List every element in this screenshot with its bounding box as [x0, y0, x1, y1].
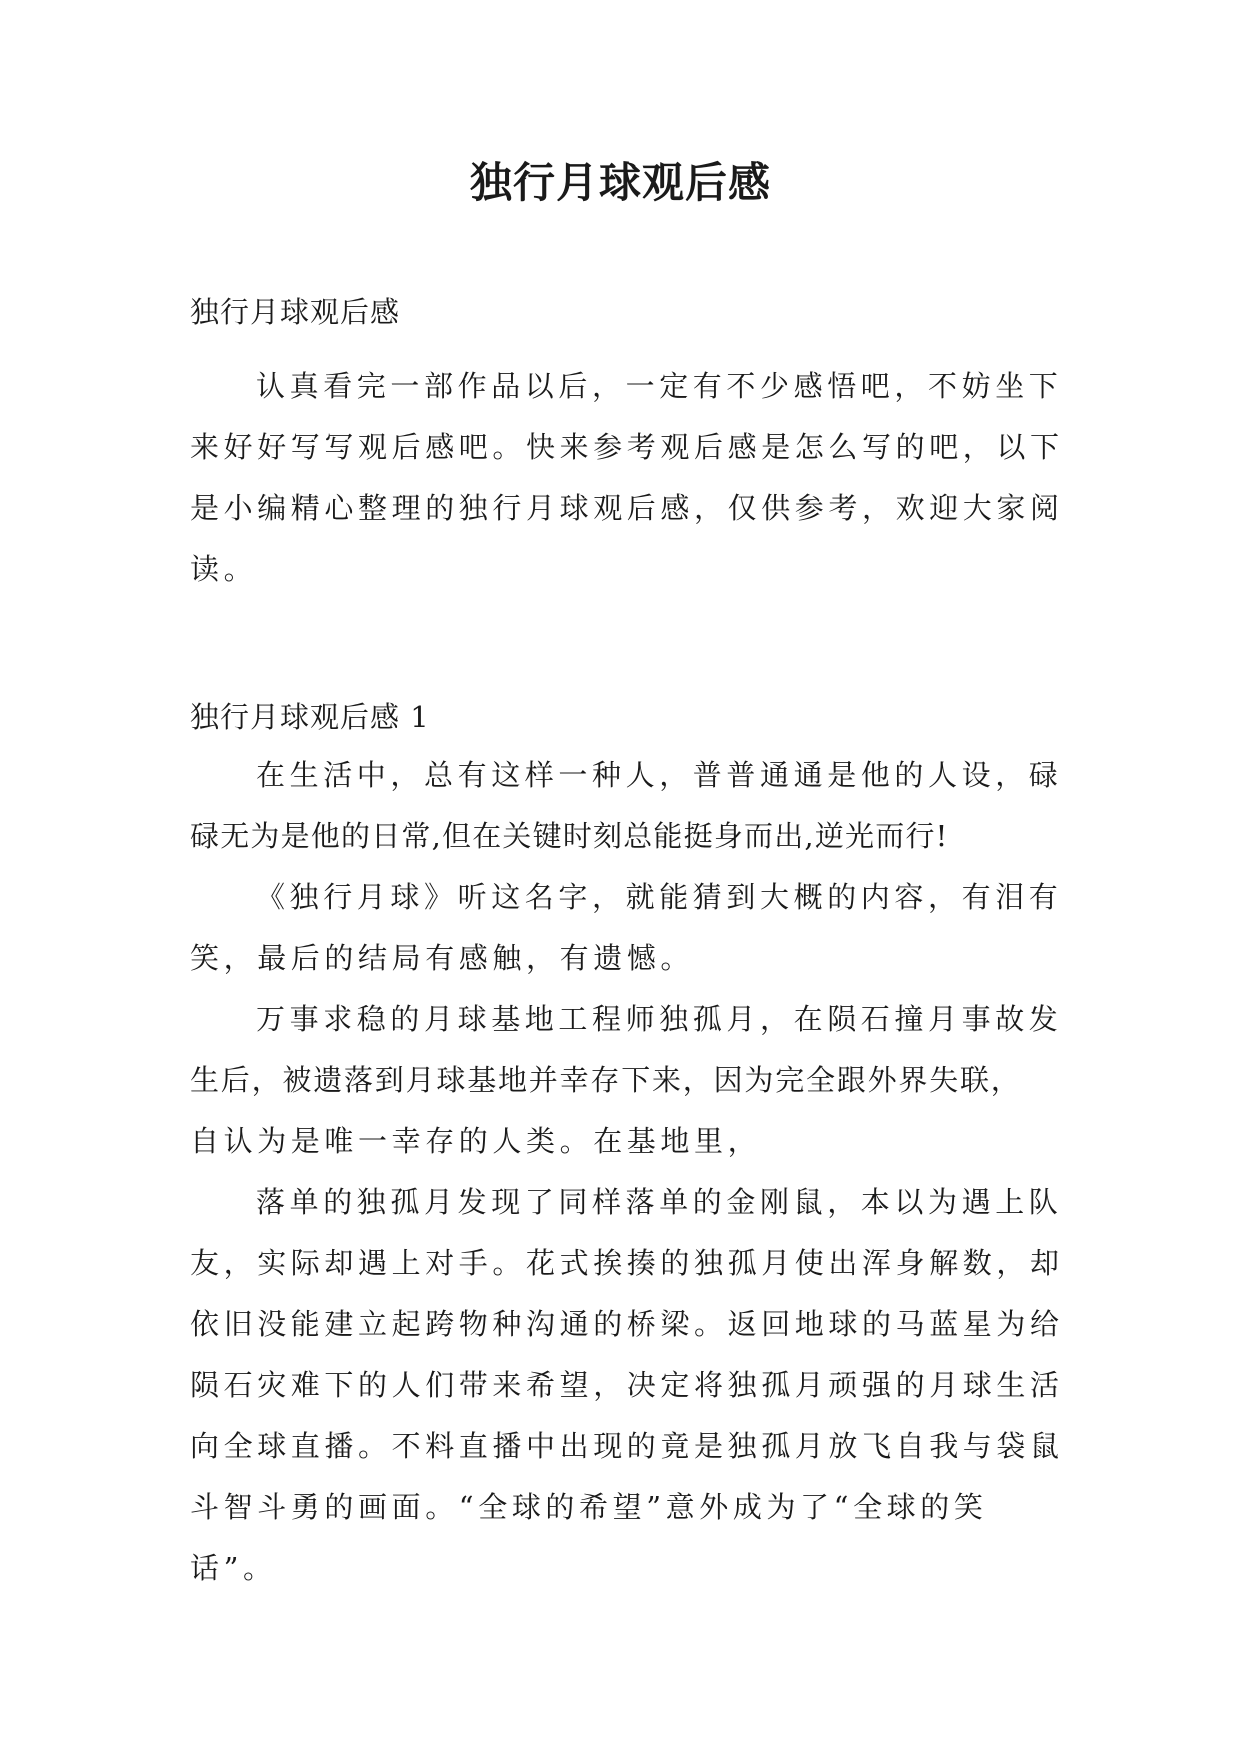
paragraph-line: 在生活中，总有这样一种人，普普通通是他的人设，碌 — [256, 758, 1063, 792]
body-paragraph — [190, 745, 1063, 867]
intro-paragraph — [190, 356, 1064, 600]
paragraph-line: 《独行月球》听这名字，就能猜到大概的内容，有泪有 — [256, 880, 1063, 914]
intro-line: 认真看完一部作品以后，一定有不少感悟吧，不妨坐下 — [256, 369, 1063, 403]
section-heading: 独行月球观后感 1 — [190, 700, 430, 734]
body-paragraph — [190, 989, 1063, 1172]
intro-line: 是小编精心整理的独行月球观后感，仅供参考，欢迎大家阅 — [190, 491, 1064, 525]
paragraph-line: 落单的独孤月发现了同样落单的金刚鼠，本以为遇上队 — [256, 1185, 1063, 1219]
paragraph-line: 向全球直播。不料直播中出现的竟是独孤月放飞自我与袋鼠 — [190, 1429, 1064, 1463]
paragraph-line: 陨石灾难下的人们带来希望，决定将独孤月顽强的月球生活 — [190, 1368, 1064, 1402]
paragraph-line: 万事求稳的月球基地工程师独孤月，在陨石撞月事故发 — [256, 1002, 1063, 1036]
paragraph-line: 生后，被遗落到月球基地并幸存下来，因为完全跟外界失联， — [190, 1063, 1022, 1097]
paragraph-line: 友，实际却遇上对手。花式挨揍的独孤月使出浑身解数，却 — [190, 1246, 1064, 1280]
body-paragraph — [190, 867, 1063, 989]
document-subtitle: 独行月球观后感 — [190, 295, 401, 329]
paragraph-line: 话”。 — [190, 1551, 277, 1585]
paragraph-line: 自认为是唯一幸存的人类。在基地里， — [190, 1124, 762, 1158]
body-paragraph — [190, 1172, 1064, 1599]
intro-line: 读。 — [190, 552, 258, 586]
paragraph-line: 依旧没能建立起跨物种沟通的桥梁。返回地球的马蓝星为给 — [190, 1307, 1064, 1341]
paragraph-line: 笑，最后的结局有感触，有遗憾。 — [190, 941, 695, 975]
paragraph-line: 斗智斗勇的画面。“全球的希望”意外成为了“全球的笑 — [190, 1490, 988, 1524]
paragraph-line: 碌无为是他的日常,但在关键时刻总能挺身而出,逆光而行! — [190, 819, 949, 853]
intro-line: 来好好写写观后感吧。快来参考观后感是怎么写的吧，以下 — [190, 430, 1064, 464]
document-title: 独行月球观后感 — [469, 158, 771, 207]
